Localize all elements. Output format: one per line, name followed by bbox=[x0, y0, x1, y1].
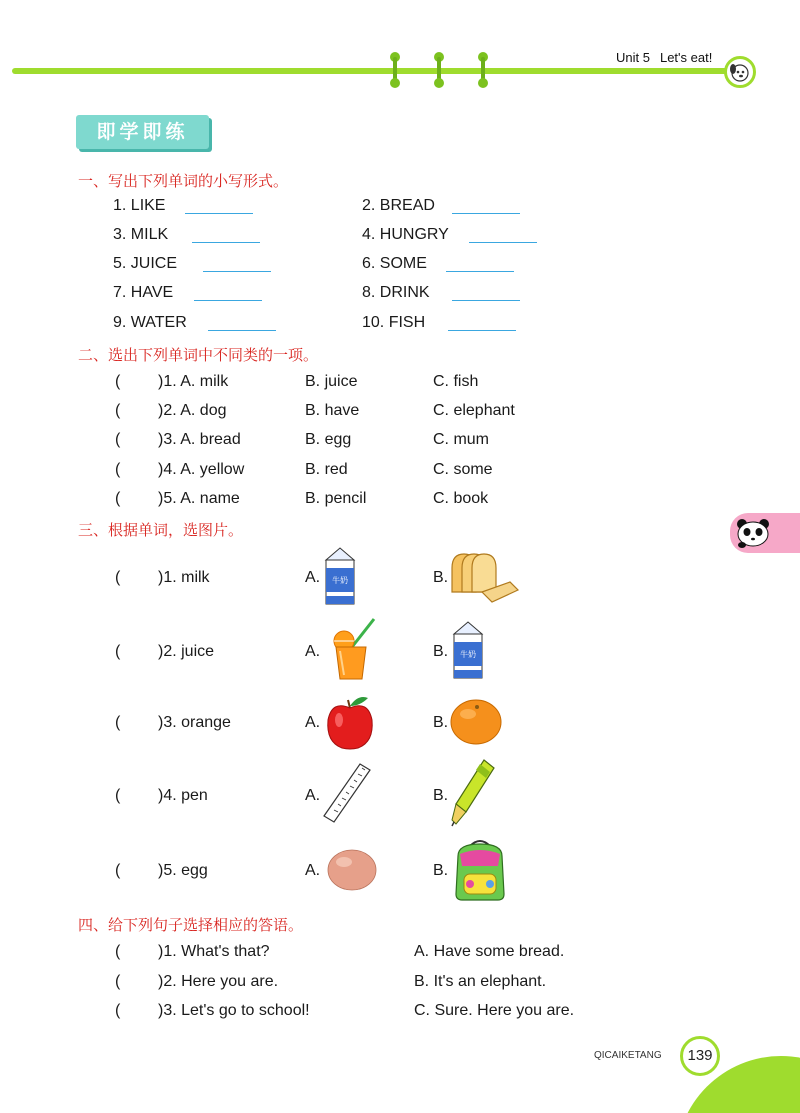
question-item: )1. milk bbox=[158, 569, 210, 586]
binder-peg bbox=[434, 52, 444, 88]
answer-paren[interactable]: ( bbox=[115, 490, 121, 507]
option-b: B. egg bbox=[305, 431, 352, 448]
question-item: )1. A. milk bbox=[158, 373, 229, 390]
word-item: 6. SOME bbox=[362, 255, 427, 272]
option-a: A. bbox=[305, 787, 321, 804]
option-b: B. red bbox=[305, 461, 348, 478]
word-item: 5. JUICE bbox=[113, 255, 178, 272]
question-item: )1. What's that? bbox=[158, 943, 270, 960]
milk-carton-icon[interactable] bbox=[450, 620, 486, 687]
answer-blank[interactable] bbox=[448, 330, 516, 331]
section-title: 三、根据单词，选图片。 bbox=[78, 521, 244, 539]
question-item: )5. egg bbox=[158, 862, 208, 879]
option-b: B. bbox=[433, 569, 449, 586]
word-item: 8. DRINK bbox=[362, 284, 430, 301]
answer-blank[interactable] bbox=[203, 271, 271, 272]
answer-paren[interactable]: ( bbox=[115, 714, 121, 731]
orange-juice-icon[interactable] bbox=[322, 617, 380, 686]
backpack-icon[interactable] bbox=[450, 836, 510, 907]
question-item: )4. A. yellow bbox=[158, 461, 245, 478]
panda-icon bbox=[734, 516, 774, 550]
milk-carton-icon[interactable] bbox=[322, 546, 358, 613]
answer-paren[interactable]: ( bbox=[115, 973, 121, 990]
word-item: 1. LIKE bbox=[113, 197, 166, 214]
question-item: )2. juice bbox=[158, 643, 215, 660]
option-c: C. mum bbox=[433, 431, 489, 448]
answer-blank[interactable] bbox=[208, 330, 276, 331]
section-title: 二、选出下列单词中不同类的一项。 bbox=[78, 346, 319, 364]
option-b: B. pencil bbox=[305, 490, 367, 507]
milk-carton-label: 牛奶 bbox=[332, 576, 348, 585]
answer-blank[interactable] bbox=[185, 213, 253, 214]
unit-lesson: Let's eat! bbox=[659, 50, 713, 65]
answer-blank[interactable] bbox=[194, 300, 262, 301]
binder-peg bbox=[390, 52, 400, 88]
unit-number: Unit 5 bbox=[616, 50, 650, 65]
option-b: B. have bbox=[305, 402, 360, 419]
bread-icon[interactable] bbox=[448, 548, 520, 609]
answer-paren[interactable]: ( bbox=[115, 1002, 121, 1019]
option-b: B. juice bbox=[305, 373, 358, 390]
answer-blank[interactable] bbox=[446, 271, 514, 272]
answer-blank[interactable] bbox=[192, 242, 260, 243]
answer-paren[interactable]: ( bbox=[115, 373, 121, 390]
answer-blank[interactable] bbox=[452, 213, 520, 214]
option-c: C. some bbox=[433, 461, 493, 478]
answer-paren[interactable]: ( bbox=[115, 461, 121, 478]
orange-icon[interactable] bbox=[450, 698, 502, 751]
option-c: C. fish bbox=[433, 373, 479, 390]
dog-mascot-icon bbox=[724, 56, 756, 88]
question-item: )5. A. name bbox=[158, 490, 240, 507]
option-b: B. bbox=[433, 714, 449, 731]
option-c: C. elephant bbox=[433, 402, 515, 419]
word-item: 4. HUNGRY bbox=[362, 226, 449, 243]
ruler-icon[interactable] bbox=[322, 762, 372, 829]
answer-blank[interactable] bbox=[469, 242, 537, 243]
section-title: 四、给下列句子选择相应的答语。 bbox=[78, 916, 304, 934]
header-rule bbox=[12, 68, 734, 74]
answer-option: A. Have some bread. bbox=[414, 943, 565, 960]
side-tab bbox=[730, 513, 800, 553]
answer-paren[interactable]: ( bbox=[115, 431, 121, 448]
answer-paren[interactable]: ( bbox=[115, 569, 121, 586]
answer-paren[interactable]: ( bbox=[115, 862, 121, 879]
word-item: 7. HAVE bbox=[113, 284, 174, 301]
option-b: B. bbox=[433, 643, 449, 660]
question-item: )3. orange bbox=[158, 714, 231, 731]
answer-blank[interactable] bbox=[452, 300, 520, 301]
option-a: A. bbox=[305, 714, 321, 731]
word-item: 3. MILK bbox=[113, 226, 169, 243]
word-item: 2. BREAD bbox=[362, 197, 435, 214]
answer-paren[interactable]: ( bbox=[115, 787, 121, 804]
option-a: A. bbox=[305, 643, 321, 660]
answer-option: B. It's an elephant. bbox=[414, 973, 547, 990]
question-item: )3. A. bread bbox=[158, 431, 241, 448]
option-b: B. bbox=[433, 862, 449, 879]
question-item: )4. pen bbox=[158, 787, 208, 804]
apple-icon[interactable] bbox=[322, 692, 378, 757]
page-number: 139 bbox=[680, 1036, 720, 1076]
pen-icon[interactable] bbox=[450, 758, 496, 833]
option-c: C. book bbox=[433, 490, 489, 507]
answer-paren[interactable]: ( bbox=[115, 943, 121, 960]
answer-paren[interactable]: ( bbox=[115, 643, 121, 660]
question-item: )2. A. dog bbox=[158, 402, 227, 419]
option-b: B. bbox=[433, 787, 449, 804]
word-item: 9. WATER bbox=[113, 314, 187, 331]
question-item: )3. Let's go to school! bbox=[158, 1002, 310, 1019]
egg-icon[interactable] bbox=[326, 848, 378, 897]
question-item: )2. Here you are. bbox=[158, 973, 279, 990]
section-title: 一、写出下列单词的小写形式。 bbox=[78, 172, 289, 190]
binder-peg bbox=[478, 52, 488, 88]
milk-carton-label: 牛奶 bbox=[460, 650, 476, 659]
publisher-name: QICAIKETANG bbox=[594, 1050, 662, 1061]
option-a: A. bbox=[305, 569, 321, 586]
unit-title bbox=[616, 50, 712, 65]
word-item: 10. FISH bbox=[362, 314, 426, 331]
option-a: A. bbox=[305, 862, 321, 879]
banner-title: 即学即练 bbox=[96, 121, 189, 143]
answer-paren[interactable]: ( bbox=[115, 402, 121, 419]
answer-option: C. Sure. Here you are. bbox=[414, 1002, 575, 1019]
section-banner bbox=[76, 115, 209, 149]
